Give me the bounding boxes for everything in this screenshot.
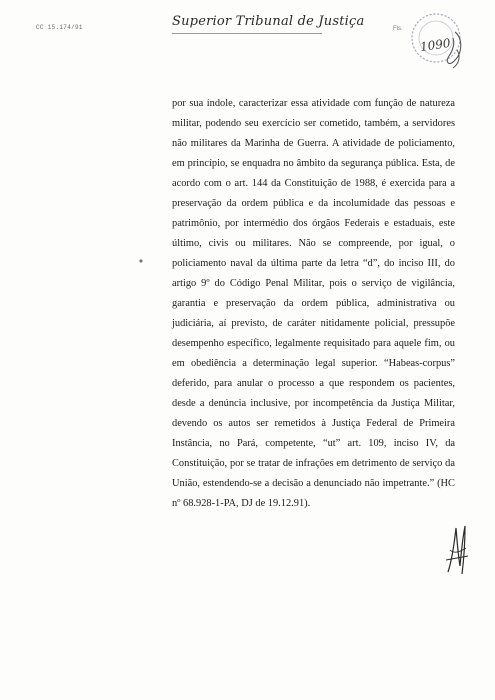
letterhead-underline <box>172 33 322 34</box>
folio-number: 1090 <box>419 35 452 55</box>
sheet-label: Fls. <box>393 26 403 32</box>
document-body <box>172 94 455 514</box>
court-letterhead: Superior Tribunal de Justiça <box>172 14 365 29</box>
signature-initials-icon <box>444 520 470 578</box>
body-paragraph: por sua índole, caracterizar essa atividade com função de natureza militar, podendo seu exercício ser cometido, também, a servidores não militares da Marinha de Guerra. A atividade de policiamento, em princípio, se enquadra no âmbito da segurança pública. Esta, de acordo com o art. 144 da Constituição de 1988, é exercida para a preservação da ordem pública e da incolumidade das pessoas e patrimônio, por intermédio dos órgãos Federais e estaduais, este último, civis ou militares. Não se compreende, por igual, o policiamento naval da última parte da letra “d”, do inciso III, do artigo 9º do Código Penal Militar, pois o serviço de vigilância, garantia e preservação da ordem pública, administrativa ou judiciária, aí previsto, de caráter nitidamente policial, pressupõe desempenho específico, legalmente requisitado para aquele fim, ou em obediência a determinação legal superior. “Habeas-corpus” deferido, para anular o processo a que respondem os pacientes, desde a denúncia inclusive, por incompetência da Justiça Militar, devendo os autos ser remetidos à Justiça Federal de Primeira Instância, no Pará, competente, “ut” art. 109, inciso IV, da Constituição, por se tratar de infrações em detrimento de serviço da União, estendendo-se a decisão a denunciado não impetrante.” (HC nº 68.928-1-PA, DJ de 19.12.91). <box>172 98 455 509</box>
process-reference: CC 15.174/91 <box>36 24 83 31</box>
margin-mark-icon <box>138 258 144 264</box>
